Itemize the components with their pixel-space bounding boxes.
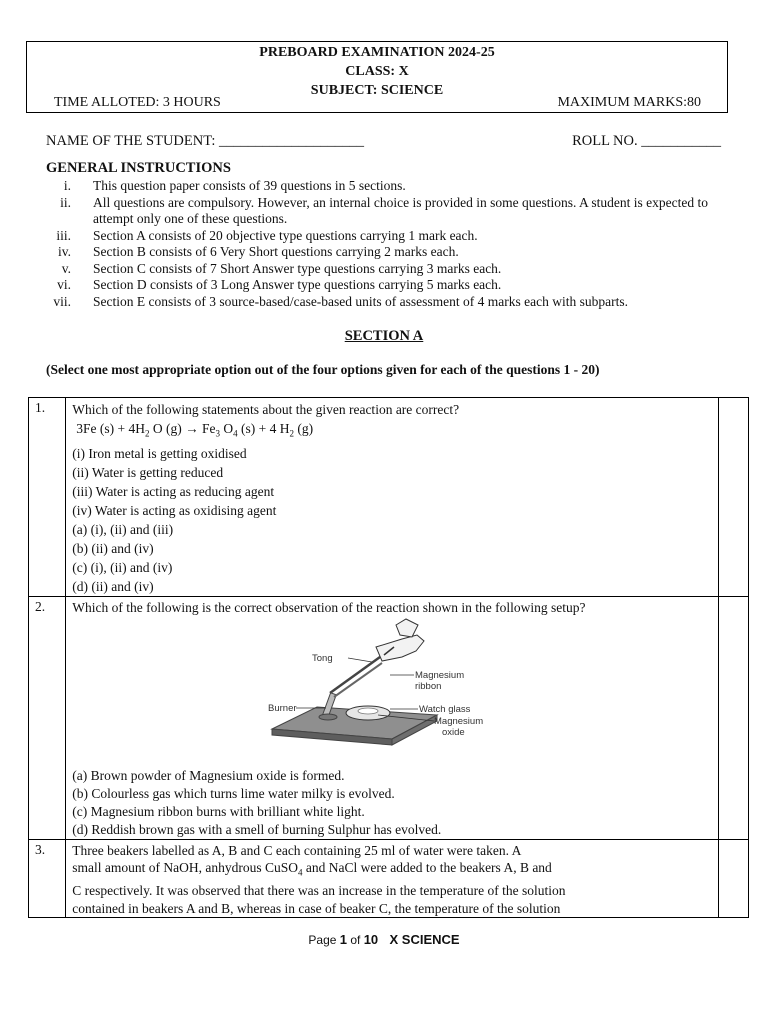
page-word: Page [308,933,337,947]
label-magnesium-oxide-2: oxide [442,726,465,738]
tong-arm [330,657,380,693]
time-allotted: TIME ALLOTED: 3 HOURS [54,95,221,110]
burner-base [319,714,337,720]
statement: (iii) Water is acting as reducing agent [72,483,275,499]
question-body [66,596,719,839]
footer-subject: X SCIENCE [389,932,460,947]
marks-cell [719,596,749,839]
question-row [29,398,749,597]
label-magnesium-ribbon: Magnesium [415,669,465,681]
apparatus-diagram [72,617,712,767]
magnesium-oxide-powder [358,708,378,714]
answer-option: (a) (i), (ii) and (iii) [72,521,174,537]
instruction-text: Section E consists of 3 source-based/case-based units of assessment of 4 marks each with subparts. [93,293,628,309]
instructions-list [46,178,716,310]
section-title: SECTION A [344,328,424,344]
answer-option: (d) (ii) and (iv) [72,578,154,594]
question-stem: Which of the following statements about the given reaction are correct? [72,402,460,417]
instruction-text: All questions are compulsory. However, an internal choice is provided in some questions. A student is expected to attempt only one of these questions. [93,194,708,226]
instruction-number: iii. [56,227,71,243]
leader-line [348,658,372,662]
instruction-item [46,195,716,228]
student-info-row [46,133,721,150]
question-text-line: C respectively. It was observed that there was an increase in the temperature of the solution [72,883,566,899]
student-name-field: NAME OF THE STUDENT: ____________________ [46,133,365,149]
label-magnesium-oxide: Magnesium [434,715,484,727]
question-text-line: Three beakers labelled as A, B and C each containing 25 ml of water were taken. A [72,842,522,858]
instruction-text: Section D consists of 3 Long Answer type questions carrying 5 marks each. [93,277,502,292]
question-number: 1. [29,398,66,597]
total-pages: 10 [363,932,379,947]
instruction-text: Section B consists of 6 Very Short questions carrying 2 marks each. [93,244,459,259]
label-burner: Burner [268,702,297,714]
statement: (i) Iron metal is getting oxidised [72,445,247,461]
question-text-line: contained in beakers A and B, whereas in case of beaker C, the temperature of the solution [72,900,561,916]
answer-option: (c) (i), (ii) and (iv) [72,559,173,575]
answer-option: (b) (ii) and (iv) [72,540,154,556]
question-number: 3. [29,839,66,918]
question-text-line: small amount of NaOH, anhydrous CuSO$_4$ and NaCl were added to the beakers A, B and [72,860,552,878]
instruction-number: iv. [58,244,71,259]
header-time-marks-row [26,95,728,111]
answer-option: (d) Reddish brown gas with a smell of burning Sulphur has evolved. [72,821,442,837]
reaction-arrow: → [185,421,199,436]
magnesium-burning-figure [72,617,712,767]
roll-number-field: ROLL NO. ___________ [572,133,721,149]
instruction-item [46,294,716,311]
instruction-number: vi. [57,277,71,292]
instruction-number: ii. [60,194,71,210]
question-number: 2. [29,596,66,839]
tong-arm [334,663,382,697]
marks-cell [719,839,749,918]
maximum-marks: MAXIMUM MARKS:80 [557,95,701,110]
instruction-item [46,277,716,294]
instructions-title: GENERAL INSTRUCTIONS [46,160,231,176]
instruction-number: vii. [53,293,71,309]
hand-icon [376,635,424,661]
question-table [28,397,749,918]
instruction-text: Section A consists of 20 objective type questions carrying 1 mark each. [93,227,478,243]
question-body [66,839,719,918]
instruction-text: This question paper consists of 39 questions in 5 sections. [93,178,406,193]
instruction-number: v. [61,260,71,276]
of-word: of [350,933,361,947]
exam-title: PREBOARD EXAMINATION 2024-25 [259,45,495,60]
reaction-equation: 3Fe $(s) + 4H_2$ O $(g) \to Fe_3$ $O_4$ (s) + 4 $H_2$ (g) [76,421,314,439]
section-note: (Select one most appropriate option out of the four options given for each of the questions 1 - 20) [46,362,600,377]
subject-label: SUBJECT: SCIENCE [310,83,444,98]
label-tong: Tong [312,652,333,664]
label-magnesium-ribbon-2: ribbon [415,680,442,692]
answer-option: (b) Colourless gas which turns lime water milky is evolved. [72,785,395,801]
label-watch-glass: Watch glass [419,703,471,715]
question-row [29,839,749,918]
question-row [29,596,749,839]
question-stem: Which of the following is the correct observation of the reaction shown in the following setup? [72,599,586,615]
class-label: CLASS: X [345,64,409,79]
instruction-item [46,178,716,195]
page-number: 1 [339,932,347,947]
instruction-item [46,261,716,278]
question-body [66,398,719,597]
instruction-item [46,244,716,261]
instruction-text: Section C consists of 7 Short Answer type questions carrying 3 marks each. [93,260,502,276]
answer-option: (c) Magnesium ribbon burns with brilliant white light. [72,803,365,819]
instruction-item [46,228,716,245]
hand-fingers [396,619,418,637]
page-footer [0,932,768,947]
marks-cell [719,398,749,597]
answer-option: (a) Brown powder of Magnesium oxide is formed. [72,767,345,783]
statement: (iv) Water is acting as oxidising agent [72,502,277,518]
statement: (ii) Water is getting reduced [72,464,224,480]
instruction-number: i. [63,178,71,193]
